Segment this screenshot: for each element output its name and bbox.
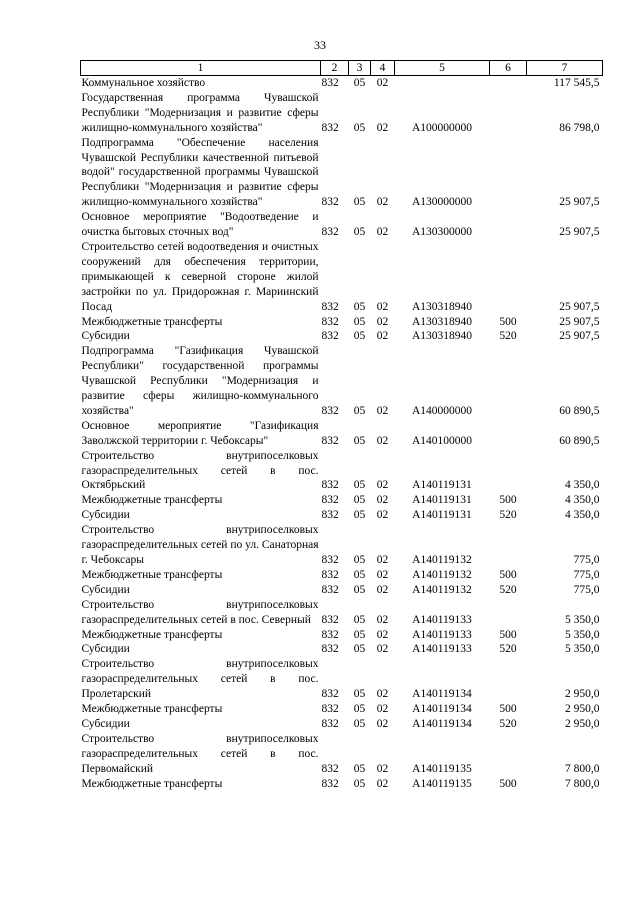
ministry-code-cell: 832 — [321, 509, 339, 522]
target-article-code-cell: А140119132 — [412, 554, 472, 566]
table-header — [81, 61, 603, 76]
table-row — [81, 136, 603, 211]
section-code-cell: 05 — [353, 762, 366, 775]
column-header-6: 6 — [490, 61, 527, 76]
header-row — [81, 61, 603, 76]
item-name-cell: Коммунальное хозяйство — [81, 77, 206, 89]
subsection-code-cell: 02 — [376, 121, 389, 134]
ministry-code-cell: 832 — [321, 703, 339, 716]
item-name-cell: Строительство внутрипоселковых газораспределительных сетей в пос. Пролетарский — [81, 658, 319, 701]
item-name-cell: Основное мероприятие "Газификация Заволжской территории г. Чебоксары" — [81, 419, 319, 447]
amount-cell: 25 907,5 — [559, 196, 600, 209]
expense-type-code-cell — [490, 344, 527, 419]
ministry-code-cell: 832 — [321, 613, 339, 626]
table-row — [81, 76, 603, 91]
expense-type-code-cell: 500 — [499, 315, 517, 328]
ministry-code-cell: 832 — [321, 315, 339, 328]
item-name-cell: Межбюджетные трансферты — [81, 777, 223, 790]
target-article-code-cell: А140119133 — [412, 613, 472, 626]
subsection-code-cell: 02 — [376, 568, 389, 581]
column-header-1: 1 — [81, 61, 321, 76]
section-code-cell: 05 — [353, 703, 366, 716]
item-name-cell: Основное мероприятие "Водоотведение и очистка бытовых сточных вод" — [81, 211, 319, 239]
ministry-code-cell: 832 — [321, 121, 339, 134]
ministry-code-cell: 832 — [321, 494, 339, 507]
subsection-code-cell: 02 — [376, 330, 389, 343]
expense-type-code-cell: 500 — [499, 494, 517, 507]
section-code-cell: 05 — [353, 643, 366, 656]
subsection-code-cell: 02 — [376, 762, 389, 775]
item-name-cell: Межбюджетные трансферты — [81, 315, 223, 328]
item-name-cell: Строительство внутрипоселковых газораспределительных сетей в пос. Северный — [81, 598, 319, 626]
subsection-code-cell: 02 — [376, 300, 389, 313]
table-row — [81, 568, 603, 583]
table-row — [81, 777, 603, 792]
section-code-cell: 05 — [353, 226, 366, 239]
subsection-code-cell: 02 — [376, 643, 389, 656]
table-row — [81, 449, 603, 494]
target-article-code-cell: А140000000 — [411, 404, 473, 417]
expense-type-code-cell — [490, 732, 527, 777]
expense-type-code-cell: 520 — [499, 643, 517, 656]
amount-cell: 5 350,0 — [565, 643, 600, 656]
expense-type-code-cell — [490, 657, 527, 702]
target-article-code-cell: А140119135 — [412, 777, 472, 790]
subsection-code-cell: 02 — [376, 226, 389, 239]
section-code-cell: 05 — [353, 777, 366, 790]
ministry-code-cell: 832 — [321, 434, 339, 447]
item-name-cell: Субсидии — [81, 643, 130, 656]
target-article-code-cell: А140119134 — [412, 717, 472, 730]
item-name-cell: Субсидии — [81, 330, 130, 343]
ministry-code-cell: 832 — [321, 330, 339, 343]
table-row — [81, 329, 603, 344]
expense-type-code-cell — [490, 523, 527, 568]
target-article-code-cell: А100000000 — [411, 121, 473, 134]
table-row — [81, 657, 603, 702]
section-code-cell: 05 — [353, 613, 366, 626]
target-article-code-cell: А140119132 — [412, 583, 472, 596]
expense-type-code-cell: 500 — [499, 568, 517, 581]
item-name-cell: Подпрограмма "Газификация Чувашской Республики" государственной программы Чувашской Республики "Модернизация и развитие сферы жилищно-коммунального хозяйства" — [81, 345, 319, 417]
expense-type-code-cell: 520 — [499, 583, 517, 596]
subsection-code-cell: 02 — [376, 434, 389, 447]
amount-cell: 25 907,5 — [559, 300, 600, 313]
item-name-cell: Строительство внутрипоселковых газораспределительных сетей в пос. Первомайский — [81, 732, 319, 775]
subsection-code-cell: 02 — [376, 494, 389, 507]
amount-cell: 60 890,5 — [559, 434, 600, 447]
subsection-code-cell: 02 — [376, 554, 389, 566]
ministry-code-cell: 832 — [321, 628, 339, 641]
column-header-2: 2 — [321, 61, 349, 76]
amount-cell: 775,0 — [573, 568, 600, 581]
expense-type-code-cell — [490, 91, 527, 136]
amount-cell: 2 950,0 — [565, 703, 600, 716]
target-article-code-cell: А140100000 — [411, 434, 473, 447]
table-row — [81, 493, 603, 508]
expense-type-code-cell: 500 — [499, 703, 517, 716]
target-article-code-cell: А140119132 — [412, 568, 472, 581]
target-article-code-cell: А140119133 — [412, 643, 472, 656]
table-row — [81, 628, 603, 643]
table-body — [81, 76, 603, 792]
amount-cell: 7 800,0 — [565, 777, 600, 790]
table-row — [81, 240, 603, 315]
ministry-code-cell: 832 — [321, 583, 339, 596]
subsection-code-cell: 02 — [376, 703, 389, 716]
item-name-cell: Субсидии — [81, 509, 130, 522]
expense-type-code-cell — [490, 210, 527, 240]
section-code-cell: 05 — [353, 330, 366, 343]
section-code-cell: 05 — [353, 300, 366, 313]
section-code-cell: 05 — [353, 568, 366, 581]
section-code-cell: 05 — [353, 717, 366, 730]
item-name-cell: Строительство внутрипоселковых газораспределительных сетей по ул. Санаторная г. Чебоксары — [81, 524, 319, 566]
subsection-code-cell: 02 — [376, 315, 389, 328]
expense-type-code-cell — [490, 76, 527, 91]
expense-type-code-cell — [490, 419, 527, 449]
ministry-code-cell: 832 — [321, 554, 339, 566]
ministry-code-cell: 832 — [321, 643, 339, 656]
ministry-code-cell: 832 — [321, 688, 339, 701]
amount-cell: 4 350,0 — [565, 494, 600, 507]
item-name-cell: Государственная программа Чувашской Республики "Модернизация и развитие сферы жилищно-коммунального хозяйства" — [81, 91, 319, 134]
subsection-code-cell: 02 — [376, 628, 389, 641]
expense-type-code-cell: 520 — [499, 509, 517, 522]
section-code-cell: 05 — [353, 404, 366, 417]
table-row — [81, 523, 603, 568]
subsection-code-cell: 02 — [376, 583, 389, 596]
target-article-code-cell: А130300000 — [411, 226, 473, 239]
table-row — [81, 702, 603, 717]
amount-cell: 5 350,0 — [565, 628, 600, 641]
item-name-cell: Межбюджетные трансферты — [81, 494, 223, 507]
expense-type-code-cell: 520 — [499, 330, 517, 343]
expense-type-code-cell — [490, 598, 527, 628]
amount-cell: 86 798,0 — [559, 121, 600, 134]
ministry-code-cell: 832 — [321, 77, 339, 89]
column-header-7: 7 — [527, 61, 603, 76]
subsection-code-cell: 02 — [376, 404, 389, 417]
target-article-code-cell: А140119134 — [412, 703, 472, 716]
section-code-cell: 05 — [353, 196, 366, 209]
table-row — [81, 419, 603, 449]
subsection-code-cell: 02 — [376, 613, 389, 626]
expense-type-code-cell: 500 — [499, 628, 517, 641]
ministry-code-cell: 832 — [321, 300, 339, 313]
subsection-code-cell: 02 — [376, 196, 389, 209]
target-article-code-cell: А140119131 — [412, 479, 472, 492]
target-article-code-cell: А130318940 — [411, 300, 473, 313]
target-article-code-cell: А140119131 — [412, 494, 472, 507]
table-row — [81, 598, 603, 628]
target-article-code-cell: А140119133 — [412, 628, 472, 641]
table-row — [81, 344, 603, 419]
table-row — [81, 210, 603, 240]
item-name-cell: Межбюджетные трансферты — [81, 703, 223, 716]
target-article-code-cell: А140119135 — [412, 762, 472, 775]
target-article-code-cell: А130318940 — [411, 315, 473, 328]
amount-cell: 2 950,0 — [565, 688, 600, 701]
expense-type-code-cell — [490, 449, 527, 494]
target-article-code-cell: А140119134 — [412, 688, 472, 701]
budget-table — [80, 60, 603, 792]
section-code-cell: 05 — [353, 583, 366, 596]
target-article-code-cell: А130000000 — [411, 196, 473, 209]
ministry-code-cell: 832 — [321, 762, 339, 775]
subsection-code-cell: 02 — [376, 77, 389, 89]
item-name-cell: Строительство сетей водоотведения и очистных сооружений для обеспечения территории, примыкающей к северной стороне жилой застройки по ул. Придорожная г. Мариинский Посад — [81, 240, 319, 313]
item-name-cell: Межбюджетные трансферты — [81, 568, 223, 581]
ministry-code-cell: 832 — [321, 196, 339, 209]
column-header-4: 4 — [371, 61, 395, 76]
subsection-code-cell: 02 — [376, 777, 389, 790]
section-code-cell: 05 — [353, 688, 366, 701]
ministry-code-cell: 832 — [321, 404, 339, 417]
ministry-code-cell: 832 — [321, 568, 339, 581]
expense-type-code-cell: 500 — [499, 777, 517, 790]
table-row — [81, 508, 603, 523]
table-row — [81, 717, 603, 732]
section-code-cell: 05 — [353, 479, 366, 492]
page-number: 33 — [314, 38, 326, 52]
column-header-3: 3 — [349, 61, 371, 76]
amount-cell: 2 950,0 — [565, 717, 600, 730]
item-name-cell: Субсидии — [81, 717, 130, 730]
expense-type-code-cell — [490, 136, 527, 211]
subsection-code-cell: 02 — [376, 688, 389, 701]
table-row — [81, 91, 603, 136]
expense-type-code-cell — [490, 240, 527, 315]
ministry-code-cell: 832 — [321, 717, 339, 730]
target-article-code-cell — [395, 76, 490, 91]
amount-cell: 25 907,5 — [559, 226, 600, 239]
item-name-cell: Субсидии — [81, 583, 130, 596]
ministry-code-cell: 832 — [321, 777, 339, 790]
table-row — [81, 732, 603, 777]
section-code-cell: 05 — [353, 554, 366, 566]
subsection-code-cell: 02 — [376, 509, 389, 522]
table-row — [81, 642, 603, 657]
amount-cell: 60 890,5 — [559, 404, 600, 417]
expense-type-code-cell: 520 — [499, 717, 517, 730]
table-row — [81, 583, 603, 598]
subsection-code-cell: 02 — [376, 479, 389, 492]
subsection-code-cell: 02 — [376, 717, 389, 730]
target-article-code-cell: А130318940 — [411, 330, 473, 343]
amount-cell: 5 350,0 — [565, 613, 600, 626]
section-code-cell: 05 — [353, 121, 366, 134]
amount-cell: 117 545,5 — [553, 77, 600, 89]
table-row — [81, 315, 603, 330]
item-name-cell: Межбюджетные трансферты — [81, 628, 223, 641]
amount-cell: 775,0 — [573, 583, 600, 596]
section-code-cell: 05 — [353, 434, 366, 447]
section-code-cell: 05 — [353, 494, 366, 507]
amount-cell: 25 907,5 — [559, 315, 600, 328]
item-name-cell: Строительство внутрипоселковых газораспределительных сетей в пос. Октябрьский — [81, 449, 319, 492]
column-header-5: 5 — [395, 61, 490, 76]
section-code-cell: 05 — [353, 315, 366, 328]
amount-cell: 25 907,5 — [559, 330, 600, 343]
amount-cell: 775,0 — [573, 554, 600, 566]
section-code-cell: 05 — [353, 509, 366, 522]
target-article-code-cell: А140119131 — [412, 509, 472, 522]
item-name-cell: Подпрограмма "Обеспечение населения Чувашской Республики качественной питьевой водой" государственной программы Чувашской Республики "Модернизация и развитие сферы жилищно-коммунального хозяйства" — [81, 136, 319, 209]
amount-cell: 4 350,0 — [565, 479, 600, 492]
section-code-cell: 05 — [353, 77, 366, 89]
section-code-cell: 05 — [353, 628, 366, 641]
amount-cell: 7 800,0 — [565, 762, 600, 775]
ministry-code-cell: 832 — [321, 479, 339, 492]
ministry-code-cell: 832 — [321, 226, 339, 239]
amount-cell: 4 350,0 — [565, 509, 600, 522]
